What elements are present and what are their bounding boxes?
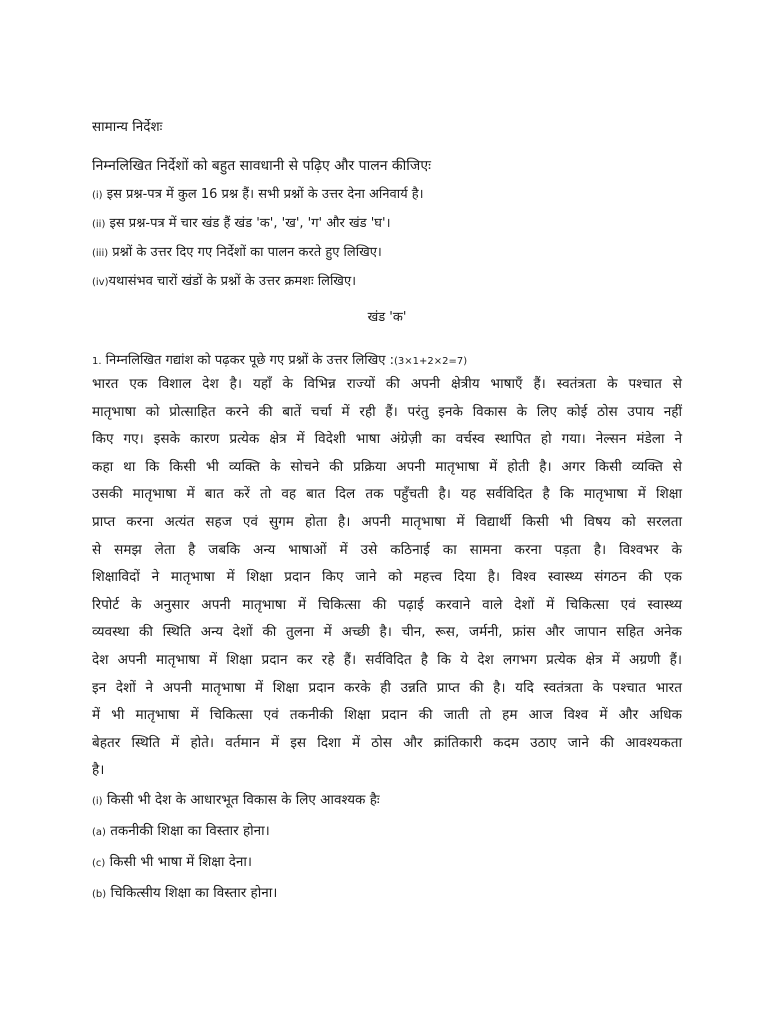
instruction-item — [92, 243, 682, 263]
option-label: (a) — [92, 826, 106, 838]
instruction-item — [92, 185, 682, 205]
passage-line: बेहतर स्थिति में होते। वर्तमान में इस दिशा में ठोस और क्रांतिकारी कदम उठाए जाने की आवश्यकता — [92, 734, 682, 751]
passage-line: शिक्षाविदों ने मातृभाषा में शिक्षा प्रदान किए जाने को महत्त्व दिया है। विश्व स्वास्थ्य संगठन की एक — [92, 569, 682, 586]
option-item — [92, 822, 682, 842]
instruction-number: (iii) — [92, 248, 109, 259]
sub-question-text: किसी भी देश के आधारभूत विकास के लिए आवश्यक हैः — [102, 791, 380, 808]
option-label: (b) — [92, 888, 107, 900]
instruction-number: (ii) — [92, 219, 106, 230]
option-text: तकनीकी शिक्षा का विस्तार होना। — [105, 822, 270, 839]
question-text: निम्नलिखित गद्यांश को पढ़कर पूछे गए प्रश्नों के उत्तर लिखिए : — [101, 353, 394, 368]
passage-line: से समझ लेता है जबकि अन्य भाषाओं में उसे कठिनाई का सामना करना पड़ता है। विश्वभर के — [92, 541, 682, 558]
sub-question-block — [92, 791, 682, 904]
passage-line: प्राप्त करना अत्यंत सहज एवं सुगम होता है। अपनी मातृभाषा में विद्यार्थी किसी भी विषय को सरलता — [92, 513, 682, 530]
passage-line: देश अपनी मातृभाषा में शिक्षा प्रदान कर रहे हैं। सर्वविदित है कि ये देश लगभग प्रत्येक क्षेत्र में अग्रणी हैं। — [92, 651, 682, 668]
instruction-item — [92, 214, 682, 234]
option-text: किसी भी भाषा में शिक्षा देना। — [105, 853, 253, 870]
passage-line: व्यवस्था की स्थिति अन्य देशों की तुलना में अच्छी है। चीन, रूस, जर्मनी, फ्रांस और जापान सहित अनेक — [92, 624, 682, 641]
instruction-text: यथासंभव चारों खंडों के प्रश्नों के उत्तर क्रमशः लिखिए। — [108, 274, 357, 289]
option-text: चिकित्सीय शिक्षा का विस्तार होना। — [106, 884, 278, 901]
question-number: 1. — [92, 356, 102, 367]
passage-line: रिपोर्ट के अनुसार अपनी मातृभाषा में चिकित्सा की पढ़ाई करवाने वाले देशों में चिकित्सा एवं स्वास्थ्य — [92, 596, 682, 613]
question-marks: (3×1+2×2=7) — [393, 356, 468, 367]
general-instructions-heading: सामान्य निर्देशः — [92, 119, 163, 135]
instruction-text: इस प्रश्न-पत्र में चार खंड हैं खंड 'क', 'ख', 'ग' और खंड 'घ'। — [105, 216, 391, 231]
instruction-number: (i) — [92, 190, 103, 201]
document-page — [92, 118, 682, 915]
passage-line: कहा था कि किसी भी व्यक्ति के सोचने की प्रक्रिया अपनी मातृभाषा में होती है। अगर किसी व्यक्ति से — [92, 458, 682, 475]
instruction-number: (iv) — [92, 277, 109, 288]
instructions-title: निम्नलिखित निर्देशों को बहुत सावधानी से पढ़िए और पालन कीजिएः — [92, 158, 431, 174]
passage-line: है। — [92, 762, 105, 779]
sub-question — [92, 791, 682, 811]
passage-line: मातृभाषा को प्रोत्साहित करने की बातें चर्चा में रही हैं। परंतु इनके विकास के लिए कोई ठोस उपाय नहीं — [92, 403, 682, 420]
passage-line: में भी मातृभाषा में चिकित्सा एवं तकनीकी शिक्षा प्रदान की जाती तो हम आज विश्व में और अधिक — [92, 707, 682, 724]
option-item — [92, 853, 682, 873]
section-title: खंड 'क' — [367, 310, 407, 325]
passage — [92, 371, 682, 785]
sub-question-number: (i) — [92, 795, 103, 807]
instruction-text: इस प्रश्न-पत्र में कुल 16 प्रश्न हैं। सभी प्रश्नों के उत्तर देना अनिवार्य है। — [102, 187, 424, 202]
passage-line: इन देशों ने अपनी मातृभाषा में शिक्षा प्रदान करके ही उन्नति प्राप्त की है। यदि स्वतंत्रता के पश्चात भारत — [92, 679, 682, 696]
instruction-text: प्रश्नों के उत्तर दिए गए निर्देशों का पालन करते हुए लिखिए। — [108, 245, 382, 260]
passage-line: भारत एक विशाल देश है। यहाँ के विभिन्न राज्यों की अपनी क्षेत्रीय भाषाएँ हैं। स्वतंत्रता के पश्चात से — [92, 376, 682, 392]
instructions-list — [92, 185, 682, 292]
passage-line: किए गए। इसके कारण प्रत्येक क्षेत्र में विदेशी भाषा अंग्रेज़ी का वर्चस्व स्थापित हो गया। नेल्सन मंडेला ने — [92, 431, 682, 448]
instruction-item — [92, 272, 682, 292]
question-title — [92, 351, 682, 371]
option-label: (c) — [92, 857, 106, 869]
option-item — [92, 884, 682, 904]
passage-line: उसकी मातृभाषा में बात करें तो वह बात दिल तक पहुँचती है। यह सर्वविदित है कि मातृभाषा में शिक्षा — [92, 486, 682, 503]
